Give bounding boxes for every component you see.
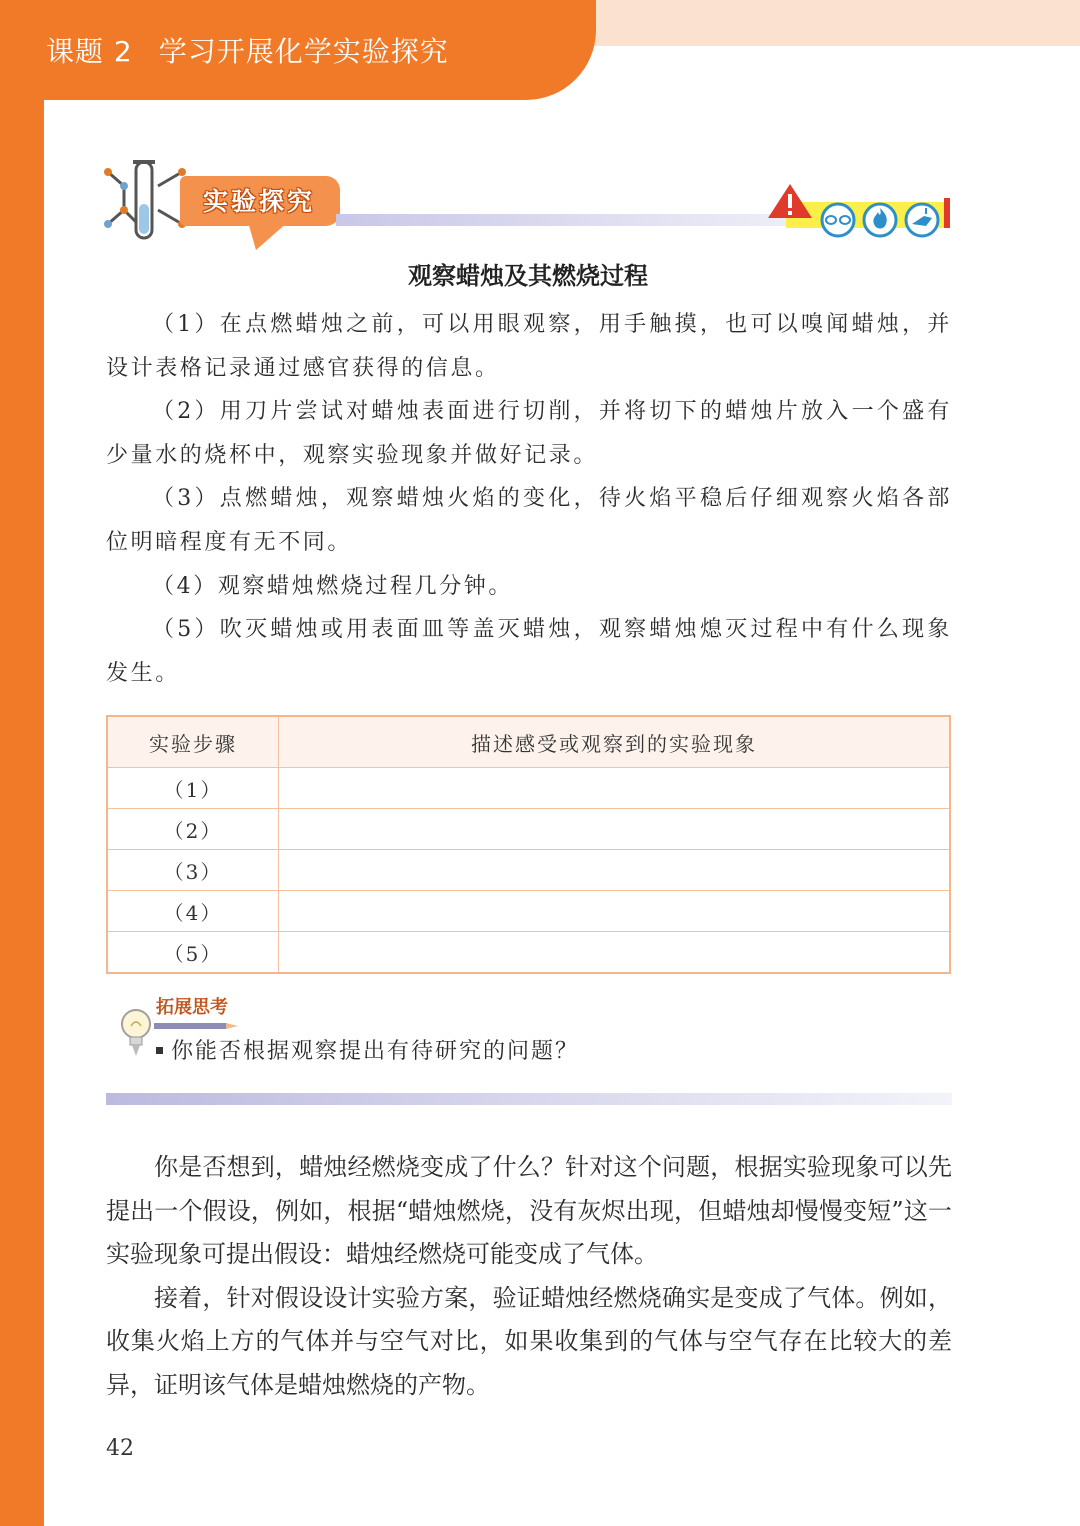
step-cell: （5） bbox=[107, 932, 279, 974]
safety-icons bbox=[766, 182, 952, 240]
hand-wash-icon bbox=[906, 204, 938, 236]
observation-cell bbox=[279, 850, 951, 891]
observation-cell bbox=[279, 809, 951, 850]
observation-table bbox=[106, 715, 951, 974]
step-cell: （2） bbox=[107, 809, 279, 850]
page-number: 42 bbox=[106, 1436, 134, 1461]
bullet-icon bbox=[156, 1047, 163, 1054]
table-header-row bbox=[107, 716, 950, 768]
header-step: 实验步骤 bbox=[107, 716, 279, 768]
header-observation: 描述感受或观察到的实验现象 bbox=[279, 716, 951, 768]
test-tube-molecule-icon bbox=[104, 158, 190, 242]
observation-cell bbox=[279, 932, 951, 974]
goggles-icon bbox=[822, 204, 854, 236]
experiment-step: （4）观察蜡烛燃烧过程几分钟。 bbox=[152, 573, 513, 599]
section-end-divider bbox=[106, 1093, 952, 1105]
left-margin-bar bbox=[0, 0, 44, 1526]
experiment-step: （2）用刀片尝试对蜡烛表面进行切削，并将切下的蜡烛片放入一个盛有少量水的烧杯中，观察实验现象并做好记录。 bbox=[106, 399, 952, 468]
experiment-title: 观察蜡烛及其燃烧过程 bbox=[408, 262, 648, 290]
table-row bbox=[107, 809, 950, 850]
banner-tag-tail bbox=[248, 222, 288, 250]
lesson-header bbox=[46, 30, 449, 74]
table-row bbox=[107, 932, 950, 974]
extension-title: 拓展思考 bbox=[156, 997, 228, 1018]
step-cell: （1） bbox=[107, 768, 279, 809]
step-cell: （4） bbox=[107, 891, 279, 932]
table-row bbox=[107, 768, 950, 809]
body-paragraph: 接着，针对假设设计实验方案，验证蜡烛经燃烧确实是变成了气体。例如，收集火焰上方的气体并与空气对比，如果收集到的气体与空气存在比较大的差异，证明该气体是蜡烛燃烧的产物。 bbox=[106, 1283, 952, 1399]
warning-icon bbox=[768, 184, 812, 218]
banner-divider bbox=[336, 214, 792, 226]
experiment-step: （1）在点燃蜡烛之前，可以用眼观察，用手触摸，也可以嗅闻蜡烛，并设计表格记录通过感官获得的信息。 bbox=[106, 312, 952, 381]
observation-cell bbox=[279, 891, 951, 932]
lesson-number: 课题 2 bbox=[46, 35, 133, 68]
table-row bbox=[107, 891, 950, 932]
extension-question-text: 你能否根据观察提出有待研究的问题？ bbox=[171, 1039, 580, 1064]
observation-cell bbox=[279, 768, 951, 809]
table-row bbox=[107, 850, 950, 891]
lesson-title: 学习开展化学实验探究 bbox=[158, 35, 449, 68]
extension-question bbox=[154, 1034, 579, 1070]
body-paragraph: 你是否想到，蜡烛经燃烧变成了什么？针对这个问题，根据实验现象可以先提出一个假设，例如，根据“蜡烛燃烧，没有灰烬出现，但蜡烛却慢慢变短”这一实验现象可提出假设：蜡烛经燃烧可能变成了气体。 bbox=[106, 1153, 952, 1269]
step-cell: （3） bbox=[107, 850, 279, 891]
experiment-steps bbox=[106, 303, 952, 695]
banner-label: 实验探究 bbox=[202, 187, 315, 216]
experiment-step: （3）点燃蜡烛，观察蜡烛火焰的变化，待火焰平稳后仔细观察火焰各部位明暗程度有无不同。 bbox=[106, 486, 952, 555]
body-text bbox=[106, 1146, 952, 1408]
experiment-step: （5）吹灭蜡烛或用表面皿等盖灭蜡烛，观察蜡烛熄灭过程中有什么现象发生。 bbox=[106, 617, 952, 686]
pencil-underline bbox=[154, 1022, 238, 1030]
lightbulb-icon bbox=[118, 1006, 158, 1058]
fire-icon bbox=[864, 204, 896, 236]
